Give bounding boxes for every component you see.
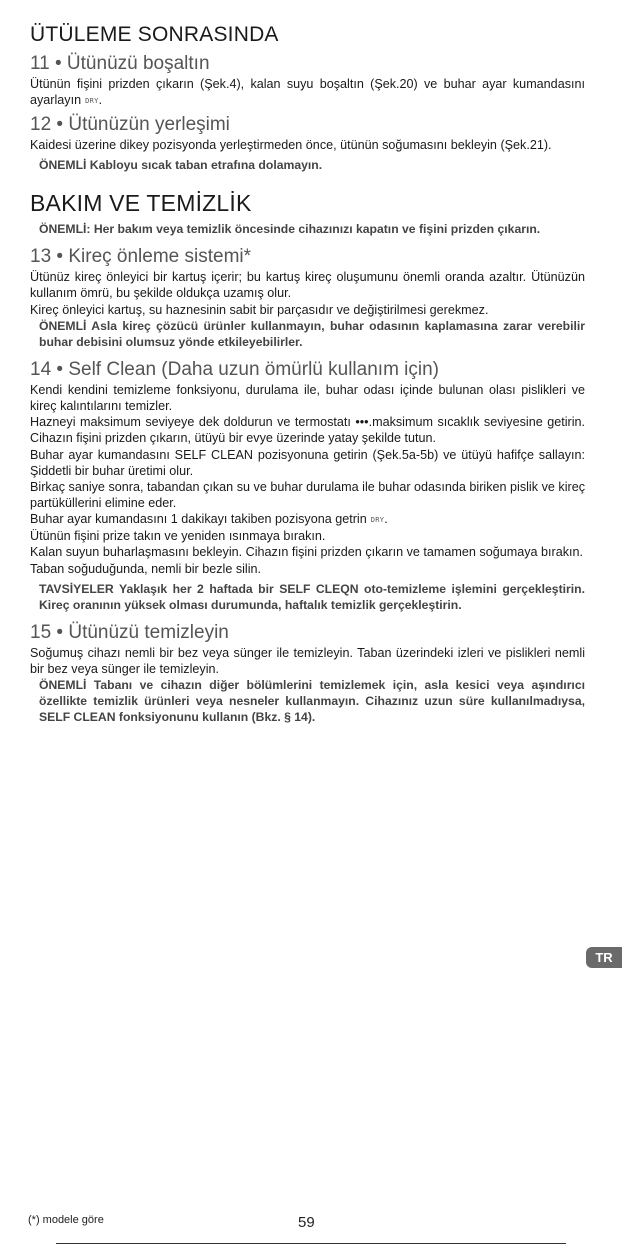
page-number: 59 bbox=[298, 1214, 315, 1231]
paragraph-13-line2: Kireç önleyici kartuş, su haznesinin sabit bir parçasıdır ve değiştirilmesi gerekmez. bbox=[30, 302, 489, 317]
paragraph-14-line7: Kalan suyun buharlaşmasını bekleyin. Cihazın fişini prizden çıkarın ve tamamen soğumaya bırakın. bbox=[30, 545, 584, 560]
dry-symbol-icon: DRY bbox=[85, 96, 99, 105]
paragraph-14-line1: Kendi kendini temizleme fonksiyonu, durulama ile, buhar odası içinde bulunan olası pislikleri ve kireç kalıntılarını temizler. bbox=[30, 382, 585, 413]
paragraph-14-line4: Birkaç saniye sonra, tabandan çıkan su ve buhar durulama ile buhar odasında biriken pislik ve kireç partüküllerini elimine eder. bbox=[30, 480, 585, 511]
note-15-important: ÖNEMLİ Tabanı ve cihazın diğer bölümlerini temizlemek için, asla kesici veya aşındırıcı özellikte temizlik ürünleri veya nesneler kullanmayın. Cihazınız uzun süre kullanılmadıysa, SELF CLEAN fonksiyonunu kullanın (Bkz. § 14). bbox=[39, 678, 585, 725]
heading-15-clean-iron: 15 • Ütünüzü temizleyin bbox=[30, 621, 229, 643]
section-title-after-ironing: ÜTÜLEME SONRASINDA bbox=[30, 23, 279, 46]
dry-symbol-icon: DRY bbox=[370, 515, 385, 524]
heading-11-empty-iron: 11 • Ütünüzü boşaltın bbox=[30, 53, 210, 74]
paragraph-12: Kaidesi üzerine dikey pozisyonda yerleştirmeden önce, ütünün soğumasını bekleyin (Şek.21). bbox=[30, 137, 552, 152]
section-title-maintenance: BAKIM VE TEMİZLİK bbox=[30, 190, 252, 217]
paragraph-14-line2: Hazneyi maksimum seviyeye dek doldurun ve termostatı •••.maksimum sıcaklık seviyesine getirin. Cihazın fişini prizden çıkarın, ütüyü bir evye üzerinde yatay şekilde tutun. bbox=[30, 415, 585, 446]
paragraph-14-line6: Ütünün fişini prize takın ve yeniden ısınmaya bırakın. bbox=[30, 529, 326, 544]
heading-14-self-clean: 14 • Self Clean (Daha uzun ömürlü kullanım için) bbox=[30, 358, 440, 380]
paragraph-14-line8: Taban soğuduğunda, nemli bir bezle silin. bbox=[30, 561, 262, 576]
footer-divider bbox=[56, 1243, 566, 1244]
paragraph-14-line5-text: Buhar ayar kumandasını 1 dakikayı takiben pozisyona getrin bbox=[30, 512, 367, 527]
paragraph-11-text: Ütünün fişini prizden çıkarın (Şek.4), kalan suyu boşaltın (Şek.20) ve buhar ayar kumandasını ayarlayın bbox=[30, 77, 585, 108]
language-tab-badge: TR bbox=[586, 947, 622, 968]
paragraph-13-line1: Ütünüz kireç önleyici bir kartuş içerir; bu kartuş kireç oluşumunu önemli oranda azaltır. Ütünüzün kullanım ömrü, bu şekilde oldukça uzamış olur. bbox=[30, 270, 585, 301]
paragraph-11 bbox=[30, 76, 585, 109]
note-maintenance-important: ÖNEMLİ: Her bakım veya temizlik öncesinde cihazınızı kapatın ve fişini prizden çıkarın. bbox=[39, 222, 541, 237]
paragraph-14-line5 bbox=[30, 511, 585, 528]
paragraph-15: Soğumuş cihazı nemli bir bez veya sünger ile temizleyin. Taban üzerindeki izleri ve pislikleri nemli bir bez veya sünger ile temizleyin. bbox=[30, 645, 585, 676]
note-12-important: ÖNEMLİ Kabloyu sıcak taban etrafına dolamayın. bbox=[39, 158, 323, 173]
heading-12-storage: 12 • Ütünüzün yerleşimi bbox=[30, 113, 230, 135]
heading-13-anti-scale: 13 • Kireç önleme sistemi* bbox=[30, 246, 252, 268]
note-14-advice: TAVSİYELER Yaklaşık her 2 haftada bir SELF CLEQN oto-temizleme işlemini gerçekleştirin. Kireç oranının yüksek olması durumunda, haftalık temizlik gerçekleştirin. bbox=[39, 581, 585, 612]
manual-page-content bbox=[30, 22, 585, 725]
paragraph-14-line3: Buhar ayar kumandasını SELF CLEAN pozisyonuna getirin (Şek.5a-5b) ve ütüyü hafifçe sallayın: Şiddetli bir buhar üretimi olur. bbox=[30, 447, 585, 478]
paragraph-14-line5-tail: . bbox=[384, 512, 388, 527]
footnote: (*) modele göre bbox=[28, 1214, 104, 1226]
paragraph-11-tail: . bbox=[98, 93, 103, 108]
note-13-important: ÖNEMLİ Asla kireç çözücü ürünler kullanmayın, buhar odasının kaplamasına zarar verebilir buhar debisini olumsuz yönde etkileyebilirler. bbox=[39, 318, 585, 349]
